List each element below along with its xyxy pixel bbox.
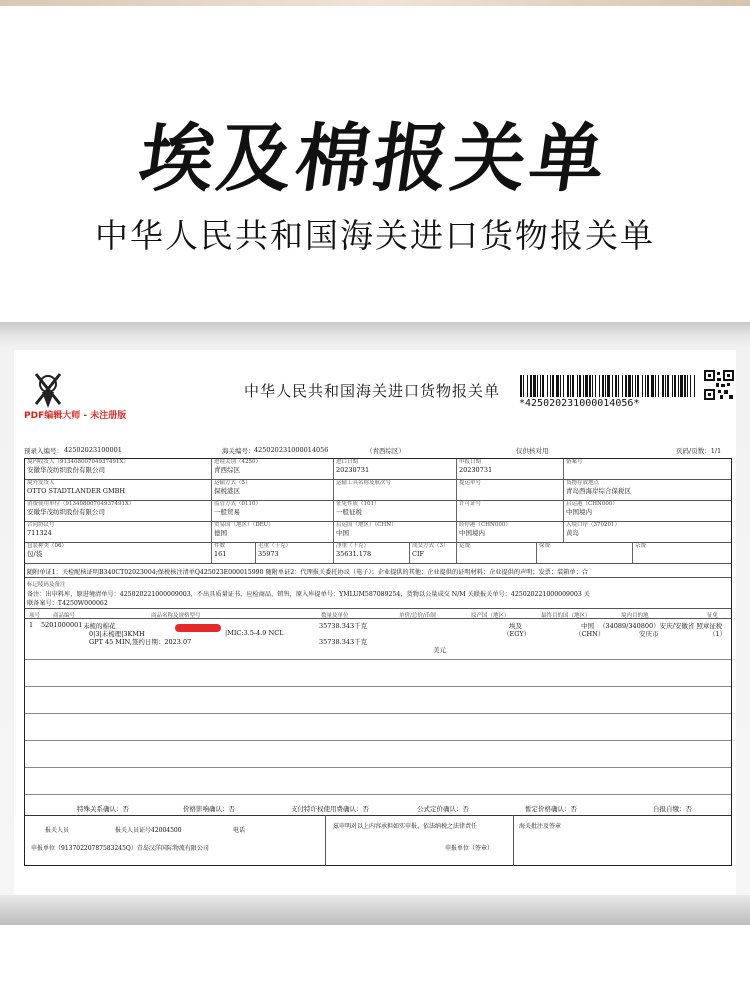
remarks-text-1: 备注：出申料库，原进境清单号：425020221000009003，不出具质量证书，应检商品，销售，原入库提单号：YMLUM587089254，货物以公量成交 N/M 关联报关单号：425020221000009003 关 [27, 591, 590, 598]
qr-code-icon [704, 370, 734, 400]
tax-nature-label: 征免性质（101） [336, 501, 380, 507]
departure-port-label: 启运港（CHN000） [566, 501, 618, 507]
goods-qty-1: 35738.343千克 [319, 622, 368, 630]
supervision-value: 一般贸易 [214, 508, 240, 516]
contract-no-value: 711324 [27, 529, 52, 537]
goods-tax-code: （1） [709, 630, 727, 638]
grid-row-attached [25, 564, 731, 578]
goods-location-value: 青岛西海岸综合保税区 [566, 487, 631, 495]
transport-name-label: 运输工具名称及航次号 [336, 480, 392, 486]
entry-place-label: 入境口岸（370201） [566, 522, 620, 528]
supervision-label: 监管方式（0110） [214, 501, 261, 507]
record-no-label: 备案号 [566, 459, 583, 465]
overseas-shipper-value: OTTO STADTLANDER GMBH [27, 487, 126, 495]
hero-subtitle: 中华人民共和国海关进口货物报关单 [95, 216, 655, 255]
goods-header-row [25, 609, 731, 619]
goods-divider [25, 659, 731, 660]
col-origin: 原产国（地区） [471, 613, 510, 619]
goods-divider [25, 767, 731, 768]
deal-mode-label: 成交方式（3） [412, 543, 449, 549]
transport-mode-label: 运输方式（5） [214, 480, 251, 486]
goods-divider [25, 794, 731, 795]
trade-country-value: 德国 [214, 529, 227, 537]
misc-fee-label: 杂费 [635, 543, 647, 549]
consignee-value: 安徽华茂纺织股份有限公司 [27, 466, 105, 474]
declarant-cert: 报关人员证号42004500 [115, 827, 182, 834]
goods-name: 未梳的棉花 [83, 622, 116, 630]
goods-currency: 美元 [433, 646, 446, 654]
pieces-value: 161 [214, 550, 227, 558]
bill-no-label: 提运单号 [459, 480, 482, 486]
goods-location-label: 货物存放地点 [566, 480, 600, 486]
col-qty-unit: 数量及单位 [321, 613, 349, 619]
col-hs-code: 商品编号 [53, 613, 76, 619]
tax-nature-value: 一般征税 [336, 508, 362, 516]
departure-port-value: 中国境内 [566, 508, 592, 516]
declare-unit: 申报单位（91370220787583245Q）青岛汉洋国际物流有限公司 [31, 845, 209, 852]
consumer-value: 安徽华茂纺织股份有限公司 [27, 508, 105, 516]
watermark-text: PDF编辑大师 - 未注册版 [24, 411, 127, 421]
license-no-label: 许可证号 [459, 501, 482, 507]
declaration-grid [24, 458, 732, 866]
declare-unit-seal: 申报单位（签章） [445, 845, 494, 852]
net-weight-label: 净重（千克） [336, 543, 370, 549]
confirm-top-rule [25, 815, 731, 816]
customs-emblem-icon [30, 370, 66, 410]
customs-declaration-form [14, 350, 736, 895]
insurance-label: 保费 [539, 543, 551, 549]
entry-port-label: 进境关别（4250） [214, 459, 261, 465]
page-count-text: 页码/页数：1/1 [676, 447, 722, 455]
transport-mode-value: 保税港区 [214, 487, 240, 495]
deal-mode-value: CIF [412, 550, 425, 558]
goods-spec-1b: |MIC:3.5-4.9 NCL [225, 629, 284, 637]
confirm-royalty: 支付特许权使用费确认：否 [291, 805, 369, 813]
origin-country-value: 中国 [336, 529, 349, 537]
declarant-label: 报关人员 [45, 827, 70, 834]
grid-row-5 [25, 543, 731, 564]
trade-country-label: 贸易国（地区）（DEU） [214, 522, 274, 528]
goods-dest: 中国 [581, 622, 594, 630]
goods-domestic: （34089/340800）安庆/安徽省 照章征税 [599, 622, 723, 630]
pieces-label: 件数 [214, 543, 226, 549]
footer-divider-1 [325, 815, 326, 866]
attached-docs-text: 随附单证1：关检配核证明B340CT02023004;保税核注清单Q425023E000015990 随附单证2：代理报关委托协议（电子）；企业提供的其他；企业提供的证明材料；企业提供的声明；发票；装箱单；合 [27, 569, 589, 576]
goods-domestic-2: 安庆市 [639, 630, 659, 638]
grid-row-4 [25, 522, 731, 543]
grid-row-remarks [25, 578, 731, 609]
import-date-value: 20230731 [336, 466, 370, 474]
preentry-value: 42502023100001 [64, 446, 122, 454]
declare-date-value: 20230731 [459, 466, 493, 474]
confirm-self-pay: 自报自缴：否 [653, 805, 692, 813]
entry-port-value: 青西综区 [214, 466, 240, 474]
col-dest: 最终目的国（地区） [541, 613, 591, 619]
col-name-spec: 商品名称及规格型号 [151, 613, 201, 619]
hero-title: 埃及棉报关单 [134, 116, 615, 202]
customs-no-value: 425020231000014056 [254, 446, 329, 454]
contract-no-label: 合同协议号 [27, 522, 55, 528]
gross-weight-value: 35973 [258, 550, 279, 558]
overseas-shipper-label: 境外发货人 [27, 480, 55, 486]
district-text: （青西综区） [366, 447, 405, 455]
document-backdrop-bottom [0, 895, 750, 925]
redaction-mark [175, 624, 221, 632]
footer-divider-2 [513, 815, 514, 866]
freight-label: 运费 [459, 543, 471, 549]
confirm-special: 特殊关系确认：否 [77, 805, 129, 813]
goods-spec-1: 0|3|未梳理|3KMH [89, 630, 145, 638]
verify-only-text: 仅供核对用 [516, 447, 549, 455]
goods-divider [25, 713, 731, 714]
goods-spec-2: GPT 45 MIN,签约日期：2023.07 [89, 638, 192, 646]
form-title: 中华人民共和国海关进口货物报关单 [244, 382, 501, 400]
preentry-label: 预录入编号： [24, 447, 63, 455]
import-date-label: 进口日期 [336, 459, 359, 465]
consignee-label: 境内收货人（91340800704937491X） [27, 459, 129, 465]
col-domestic-dest: 境内目的地 [621, 613, 649, 619]
gross-weight-label: 毛重（千克） [258, 543, 292, 549]
col-price: 单价/总价/币制 [399, 613, 436, 619]
barcode-number: *425020231000014056* [519, 398, 640, 409]
declaration-statement: 兹申明对以上内容承担如实申报、依法纳税之法律责任 [333, 823, 478, 830]
grid-row-3 [25, 501, 731, 522]
customs-note-label: 海关批注及签章 [519, 823, 562, 830]
goods-origin-code: （EGY） [503, 630, 531, 638]
goods-qty-2: 35738.343千克 [319, 638, 368, 646]
col-item-no: 项号 [29, 613, 41, 619]
goods-divider [25, 686, 731, 687]
grid-row-2 [25, 480, 731, 501]
phone-label: 电话 [233, 827, 246, 834]
remarks-text-2: 联备案号：T4250W000062 [27, 600, 108, 607]
remarks-label: 标记唛码及备注 [27, 582, 66, 588]
confirm-formula: 公式定价确认：否 [417, 805, 469, 813]
via-port-label: 经停港（CHN000） [459, 522, 511, 528]
barcode-icon [520, 375, 696, 397]
entry-place-value: 黄岛 [566, 529, 579, 537]
goods-item-no: 1 [29, 621, 34, 629]
package-type-label: 包装种类（06） [27, 543, 67, 549]
customs-no-label: 海关编号： [222, 447, 255, 455]
goods-hs-code: 5201000001 [41, 621, 83, 629]
col-tax-exempt: 征免 [707, 613, 719, 619]
via-port-value: 中国境内 [459, 529, 485, 537]
confirm-provisional: 暂定价格确认：否 [525, 805, 577, 813]
goods-origin: 埃及 [509, 622, 522, 630]
net-weight-value: 35631.178 [336, 550, 372, 558]
package-type-value: 包/袋 [27, 550, 43, 558]
grid-row-1 [25, 459, 731, 480]
origin-country-label: 启运国（地区）（CHN） [336, 522, 397, 528]
top-decor-strip [0, 0, 750, 6]
goods-divider [25, 740, 731, 741]
consumer-label: 消费使用单位（91340800704937491X） [27, 501, 135, 507]
confirm-price-impact: 价格影响确认：否 [183, 805, 235, 813]
declare-date-label: 申报日期 [459, 459, 482, 465]
goods-dest-code: （CHN） [575, 630, 605, 638]
